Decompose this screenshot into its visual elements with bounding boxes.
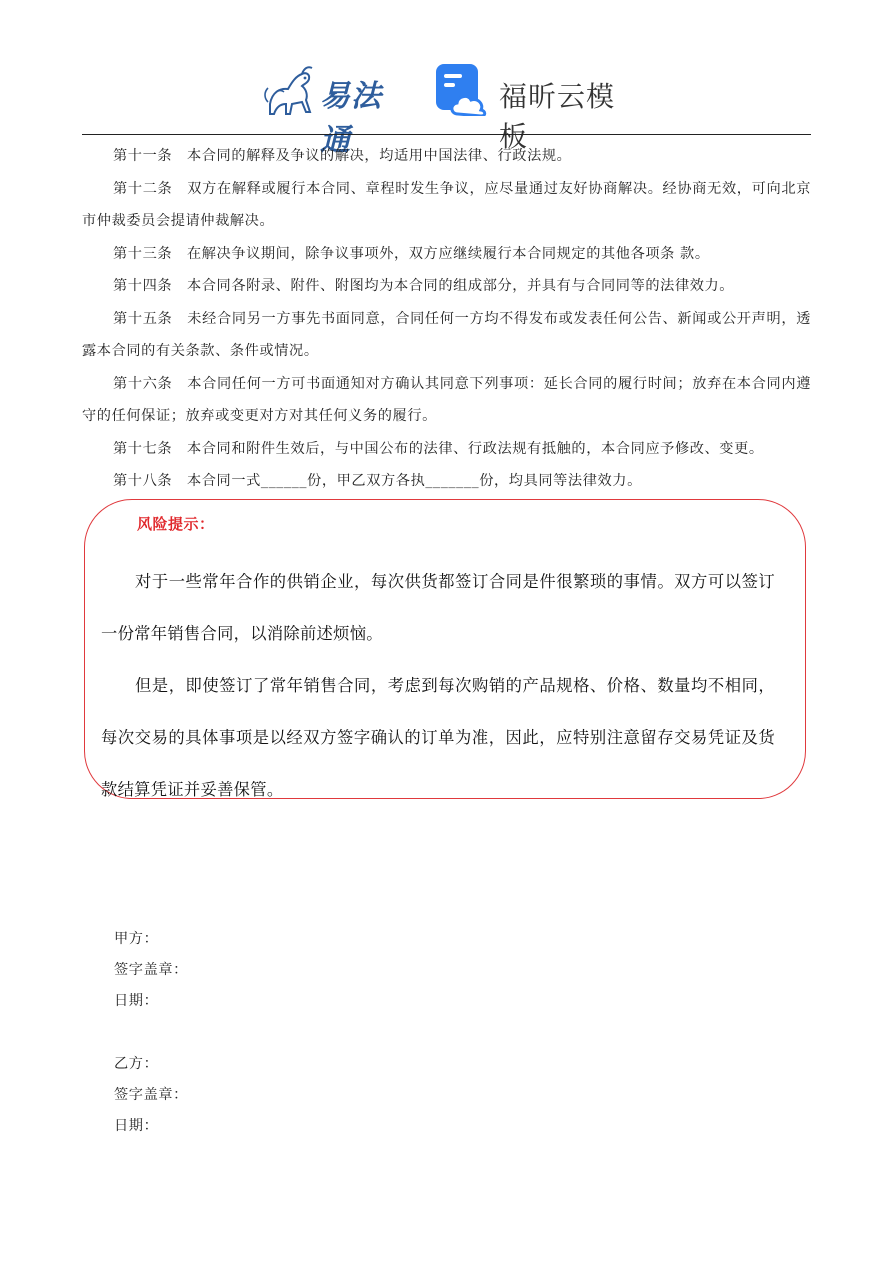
risk-paragraph: 但是，即使签订了常年销售合同，考虑到每次购销的产品规格、价格、数量均不相同，每次交易的具体事项是以经双方签字确认的订单为准，因此，应特别注意留存交易凭证及货款结算凭证并妥善保管。 — [101, 676, 775, 799]
party-b-label: 乙方： — [114, 1056, 159, 1072]
cloud-document-icon — [436, 64, 488, 116]
party-a-seal-label: 签字盖章： — [114, 962, 188, 978]
clause-paragraph: 第十七条 本合同和附件生效后，与中国公布的法律、行政法规有抵触的，本合同应予修改、变更。 — [113, 440, 764, 457]
party-a-date-label: 日期： — [114, 993, 159, 1009]
clause-paragraph: 第十五条 未经合同另一方事先书面同意，合同任何一方均不得发布或发表任何公告、新闻或公开声明，透露本合同的有关条款、条件或情况。 — [82, 310, 812, 359]
risk-paragraph: 对于一些常年合作的供销企业，每次供货都签订合同是件很繁琐的事情。双方可以签订一份常年销售合同，以消除前述烦恼。 — [101, 572, 775, 643]
clause-paragraph: 第十四条 本合同各附录、附件、附图均为本合同的组成部分，并具有与合同同等的法律效力。 — [113, 278, 735, 294]
clause-paragraph: 第十一条 本合同的解释及争议的解决，均适用中国法律、行政法规。 — [113, 148, 572, 164]
clause-paragraph: 第十三条 在解决争议期间，除争议事项外，双方应继续履行本合同规定的其他各项条 款。 — [113, 245, 710, 262]
risk-notice-box — [84, 499, 806, 799]
party-b-seal-label: 签字盖章： — [114, 1087, 188, 1103]
contract-clauses — [82, 140, 811, 498]
clause-paragraph: 第十八条 本合同一式______份，甲乙双方各执_______份，均具同等法律效力。 — [113, 473, 642, 489]
logo-right-text: 福昕云模板 — [499, 80, 616, 153]
risk-notice-body — [101, 556, 775, 816]
party-b-date-label: 日期： — [114, 1118, 159, 1134]
party-b-signature-block — [114, 1049, 188, 1142]
clause-paragraph: 第十六条 本合同任何一方可书面通知对方确认其同意下列事项：延长合同的履行时间；放弃在本合同内遵守的任何保证；放弃或变更对方对其任何义务的履行。 — [82, 375, 812, 424]
foxit-template-logo — [436, 64, 636, 153]
header-divider — [82, 134, 811, 135]
risk-notice-title: 风险提示： — [137, 515, 215, 533]
party-a-signature-block — [114, 924, 188, 1017]
party-a-label: 甲方： — [114, 931, 159, 947]
qilin-icon — [262, 62, 322, 118]
yifatong-logo — [262, 62, 412, 158]
logo-left-text: 易法通 — [320, 79, 382, 158]
clause-paragraph: 第十二条 双方在解释或履行本合同、章程时发生争议，应尽量通过友好协商解决。经协商无效，可向北京市仲裁委员会提请仲裁解决。 — [82, 180, 812, 229]
